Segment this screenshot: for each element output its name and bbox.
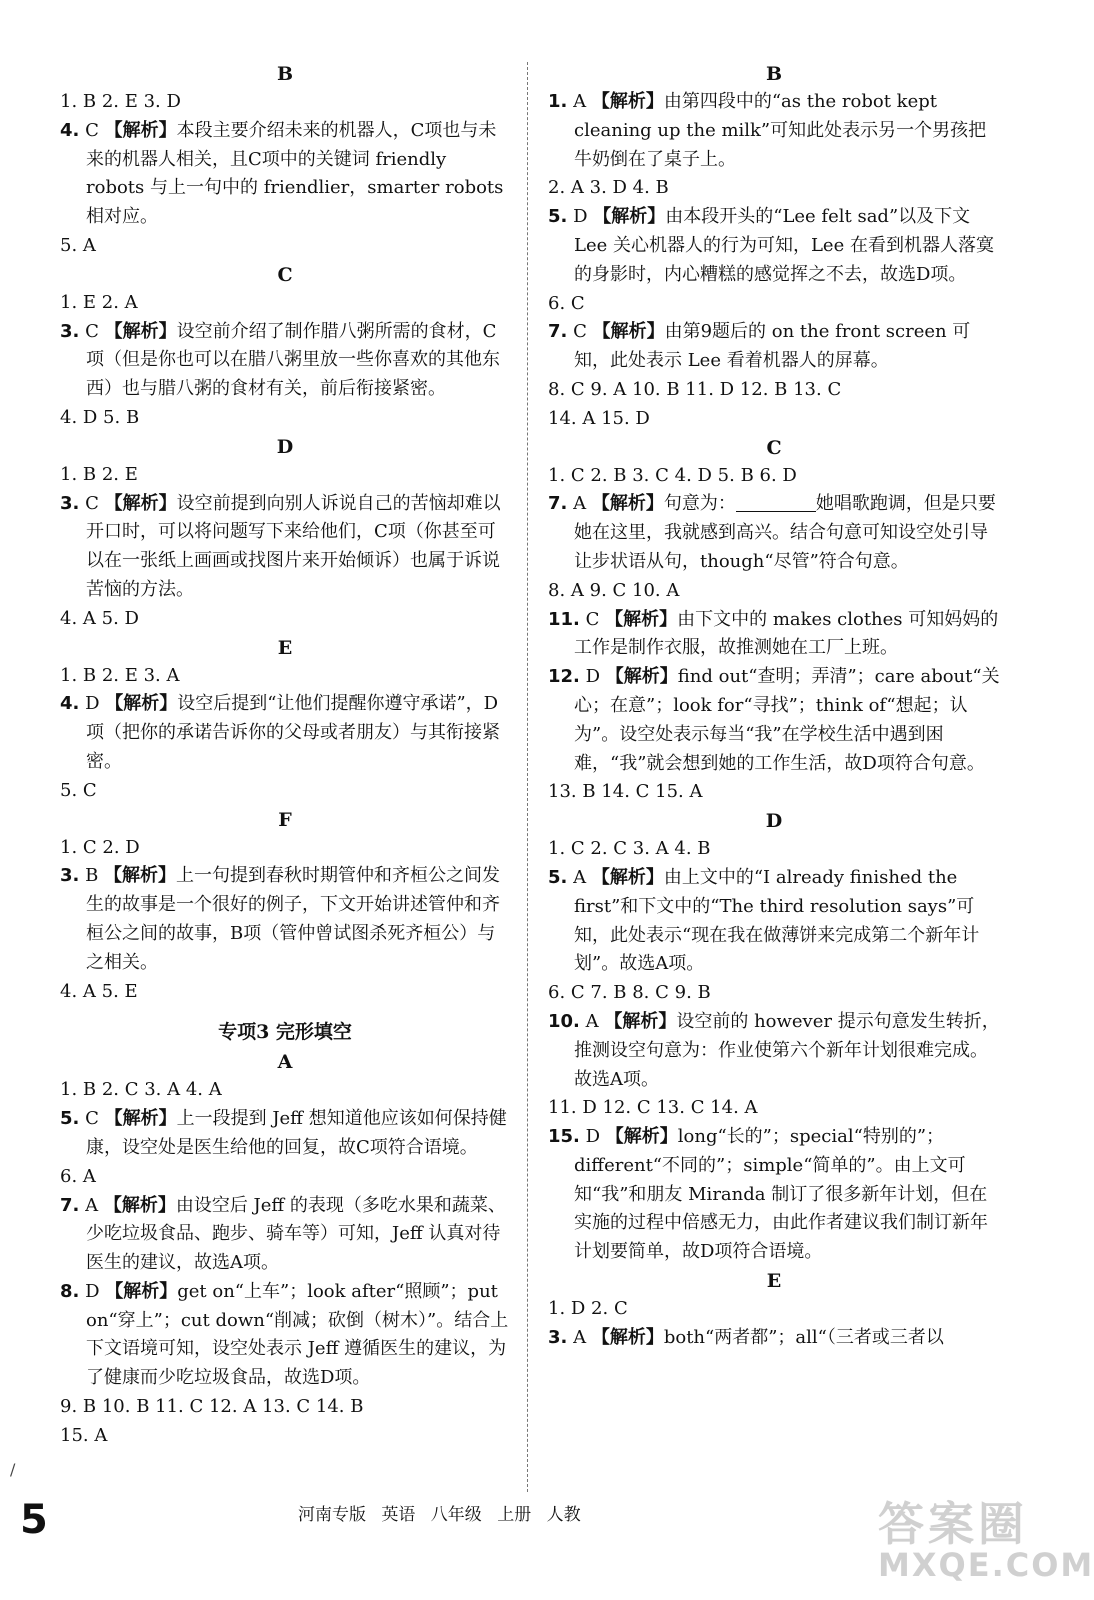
left-column: [60, 60, 510, 1451]
answer-line: 4. D 5. B: [60, 406, 140, 428]
explanation-text: long“长的”；special“特别的”；different“不同的”；simple“简单的”。由上文可知“我”和朋友 Miranda 制订了很多新年计划，但在实施的过程中倍感无力，由此作者建议我们制订新年计划要简单，故D项符合语境。: [574, 1126, 988, 1263]
answer-explanation: [548, 318, 1000, 376]
answer-explanation: [60, 1105, 510, 1163]
explanation-tag: 【解析】: [592, 321, 665, 343]
explanation-tag: 【解析】: [104, 320, 177, 342]
explanation-tag: 【解析】: [593, 206, 666, 228]
question-number: 5.: [548, 206, 568, 228]
section-heading: E: [766, 1270, 782, 1293]
answer-letter: C: [79, 320, 105, 342]
section-heading: C: [766, 436, 782, 459]
answer-line: 13. B 14. C 15. A: [548, 781, 703, 803]
section-heading: A: [277, 1051, 293, 1074]
explanation-tag: 【解析】: [604, 1010, 677, 1032]
answer-line: 1. D 2. C: [548, 1298, 628, 1320]
explanation-tag: 【解析】: [605, 666, 678, 688]
answer-letter: A: [567, 91, 592, 112]
answer-explanation: [548, 663, 1000, 778]
explanation-text: get on“上车”；look after“照顾”；put on“穿上”；cut down“削减；砍倒（树木）”。结合上下文语境可知，设空处表示 Jeff 遵循医生的建议，为了健康而少吃垃圾食品，故选D项。: [86, 1280, 509, 1389]
question-number: 5.: [548, 866, 568, 888]
blank-line: [736, 493, 816, 512]
answer-explanation: [60, 490, 510, 605]
section-heading: C: [277, 263, 293, 286]
question-number: 7.: [548, 493, 568, 515]
answer-line: 15. A: [60, 1424, 108, 1446]
answer-line: 11. D 12. C 13. C 14. A: [548, 1097, 758, 1119]
explanation-text: both“两者都”；all“（三者或三者以: [663, 1326, 944, 1348]
right-column: [548, 60, 1000, 1353]
answer-letter: A: [579, 1010, 605, 1032]
answer-line: 6. C 7. B 8. C 9. B: [548, 982, 711, 1004]
answer-explanation: [548, 203, 1000, 289]
answer-line: 1. B 2. E 3. A: [60, 664, 180, 686]
explanation-tag: 【解析】: [104, 1108, 177, 1130]
answer-letter: C: [567, 321, 593, 343]
explanation-tag: 【解析】: [105, 1280, 178, 1302]
explanation-text: 句意为：: [663, 493, 736, 515]
answer-explanation: [548, 1008, 1000, 1094]
answer-explanation: [548, 490, 1000, 576]
question-number: 5.: [60, 1108, 80, 1130]
answer-explanation: [60, 318, 510, 404]
question-number: 8.: [60, 1280, 80, 1302]
explanation-tag: 【解析】: [591, 493, 664, 515]
section-heading: B: [276, 63, 294, 85]
explanation-text: 由本段开头的“Lee felt sad”以及下文 Lee 关心机器人的行为可知，Lee 在看到机器人落寞的身影时，内心糟糕的感觉挥之不去，故选D项。: [574, 206, 994, 285]
explanation-tag: 【解析】: [591, 1326, 664, 1348]
answer-explanation: [548, 1123, 1000, 1267]
explanation-text: 由上文中的“I already finished the first”和下文中的“The third resolution says”可知，此处表示“现在我在做薄饼来完成第二个新年计划”。故选A项。: [574, 866, 980, 975]
answer-line: 1. C 2. D: [60, 836, 140, 858]
column-divider: [527, 62, 528, 1492]
explanation-text: 上一段提到 Jeff 想知道他应该如何保持健康，设空处是医生给他的回复，故C项符合语境。: [86, 1108, 507, 1158]
question-number: 7.: [60, 1194, 80, 1216]
section-heading: 专项3 完形填空: [218, 1021, 352, 1044]
explanation-tag: 【解析】: [104, 119, 177, 141]
explanation-text: 设空前的 however 提示句意发生转折，推测设空句意为：作业使第六个新年计划很难完成。故选A项。: [574, 1010, 1000, 1090]
watermark-logo-text: 答案圈: [878, 1497, 1028, 1551]
answer-letter: C: [79, 492, 105, 514]
answer-line: 1. E 2. A: [60, 291, 138, 313]
explanation-tag: 【解析】: [105, 693, 178, 715]
question-number: 7.: [548, 321, 568, 343]
footer-book-info: 河南专版 英语 八年级 上册 人教: [298, 1505, 581, 1525]
answer-line: 5. C: [60, 779, 97, 801]
section-heading: D: [765, 810, 783, 833]
answer-line: 2. A 3. D 4. B: [548, 177, 669, 199]
answer-letter: B: [79, 865, 105, 887]
question-number: 4.: [60, 119, 80, 141]
explanation-text: 由设空后 Jeff 的表现（多吃水果和蔬菜、少吃垃圾食品、跑步、骑车等）可知，Jeff 认真对待医生的建议，故选A项。: [86, 1194, 506, 1274]
question-number: 3.: [548, 1326, 568, 1348]
answer-line: 6. C: [548, 292, 585, 314]
explanation-text: 由下文中的 makes clothes 可知妈妈的工作是制作衣服，故推测她在工厂上班。: [574, 608, 999, 659]
answer-letter: A: [567, 493, 592, 515]
answer-line: 14. A 15. D: [548, 407, 650, 429]
page-number: 5: [20, 1497, 48, 1543]
explanation-text: 由第9题后的 on the front screen 可知，此处表示 Lee 看着机器人的屏幕。: [574, 321, 971, 372]
explanation-text: 她唱歌跑调，但是只要她在这里，我就感到高兴。结合句意可知设空处引导让步状语从句，though“尽管”符合句意。: [574, 493, 996, 572]
answer-letter: C: [79, 119, 105, 141]
answer-explanation: [548, 864, 1000, 979]
answer-letter: A: [567, 866, 592, 888]
answer-line: 1. C 2. C 3. A 4. B: [548, 838, 711, 860]
answer-letter: C: [579, 608, 606, 630]
explanation-text: 设空前介绍了制作腊八粥所需的食材，C项（但是你也可以在腊八粥里放一些你喜欢的其他东西）也与腊八粥的食材有关，前后衔接紧密。: [86, 320, 500, 400]
answer-line: 1. C 2. B 3. C 4. D 5. B 6. D: [548, 464, 797, 486]
answer-explanation: [548, 606, 1000, 664]
answer-letter: D: [579, 666, 606, 688]
explanation-tag: 【解析】: [605, 608, 678, 630]
answer-line: 1. B 2. E 3. D: [60, 91, 181, 112]
answer-explanation: [60, 1278, 510, 1393]
question-number: 11.: [548, 608, 580, 630]
answer-letter: D: [79, 1280, 106, 1302]
explanation-tag: 【解析】: [605, 1126, 678, 1148]
question-number: 3.: [60, 865, 80, 887]
section-heading: F: [278, 808, 292, 831]
question-number: 15.: [548, 1126, 580, 1148]
answer-line: 1. B 2. C 3. A 4. A: [60, 1079, 222, 1101]
answer-letter: D: [579, 1126, 606, 1148]
answer-explanation: [60, 117, 510, 232]
answer-line: 4. A 5. E: [60, 980, 138, 1002]
answer-line: 5. A: [60, 234, 96, 256]
answer-line: 8. A 9. C 10. A: [548, 579, 680, 601]
explanation-text: 上一句提到春秋时期管仲和齐桓公之间发生的故事是一个很好的例子，下文开始讲述管仲和齐桓公之间的故事，B项（管仲曾试图杀死齐桓公）与之相关。: [86, 865, 501, 973]
corner-mark: /: [10, 1460, 16, 1479]
answer-letter: D: [567, 206, 594, 228]
question-number: 10.: [548, 1010, 580, 1032]
section-heading: D: [276, 435, 294, 458]
answer-line: 8. C 9. A 10. B 11. D 12. B 13. C: [548, 378, 842, 400]
answer-letter: C: [79, 1108, 105, 1130]
explanation-text: 设空后提到“让他们提醒你遵守承诺”，D项（把你的承诺告诉你的父母或者朋友）与其衔接紧密。: [86, 693, 500, 772]
explanation-text: 由第四段中的“as the robot kept cleaning up the milk”可知此处表示另一个男孩把牛奶倒在了桌子上。: [574, 91, 987, 170]
explanation-text: 本段主要介绍未来的机器人，C项也与未来的机器人相关，且C项中的关键词 friendly robots 与上一句中的 friendlier，smarter robots 相对应。: [86, 119, 504, 228]
answer-explanation: [60, 862, 510, 977]
question-number: 12.: [548, 666, 580, 688]
question-number: 1.: [548, 91, 568, 112]
question-number: 3.: [60, 492, 80, 514]
answer-explanation: [548, 1324, 1000, 1353]
explanation-tag: 【解析】: [104, 492, 177, 514]
explanation-tag: 【解析】: [104, 865, 177, 887]
explanation-text: 设空前提到向别人诉说自己的苦恼却难以开口时，可以将问题写下来给他们，C项（你甚至可以在一张纸上画画或找图片来开始倾诉）也属于诉说苦恼的方法。: [86, 492, 501, 600]
section-heading: E: [277, 636, 293, 659]
explanation-tag: 【解析】: [591, 91, 664, 112]
explanation-text: find out“查明；弄清”；care about“关心；在意”；look for“寻找”；think of“想起；认为”。设空处表示每当“我”在学校生活中遇到困难，“我”就会想到她的工作生活，故D项符合句意。: [574, 666, 1000, 774]
answer-letter: A: [79, 1194, 104, 1216]
watermark-logo: [858, 1488, 1094, 1594]
answer-line: 1. B 2. E: [60, 463, 138, 485]
answer-line: 6. A: [60, 1165, 96, 1187]
answer-line: 9. B 10. B 11. C 12. A 13. C 14. B: [60, 1396, 364, 1418]
answer-explanation: [548, 88, 1000, 174]
answer-explanation: [60, 690, 510, 776]
answer-letter: A: [567, 1326, 592, 1348]
answer-letter: D: [79, 693, 106, 715]
answer-line: 4. A 5. D: [60, 607, 139, 629]
section-heading: B: [765, 63, 783, 85]
explanation-tag: 【解析】: [591, 866, 664, 888]
explanation-tag: 【解析】: [103, 1194, 176, 1216]
answer-explanation: [60, 1192, 510, 1278]
question-number: 4.: [60, 693, 80, 715]
question-number: 3.: [60, 320, 80, 342]
watermark-url: MXQE.COM: [878, 1546, 1094, 1584]
